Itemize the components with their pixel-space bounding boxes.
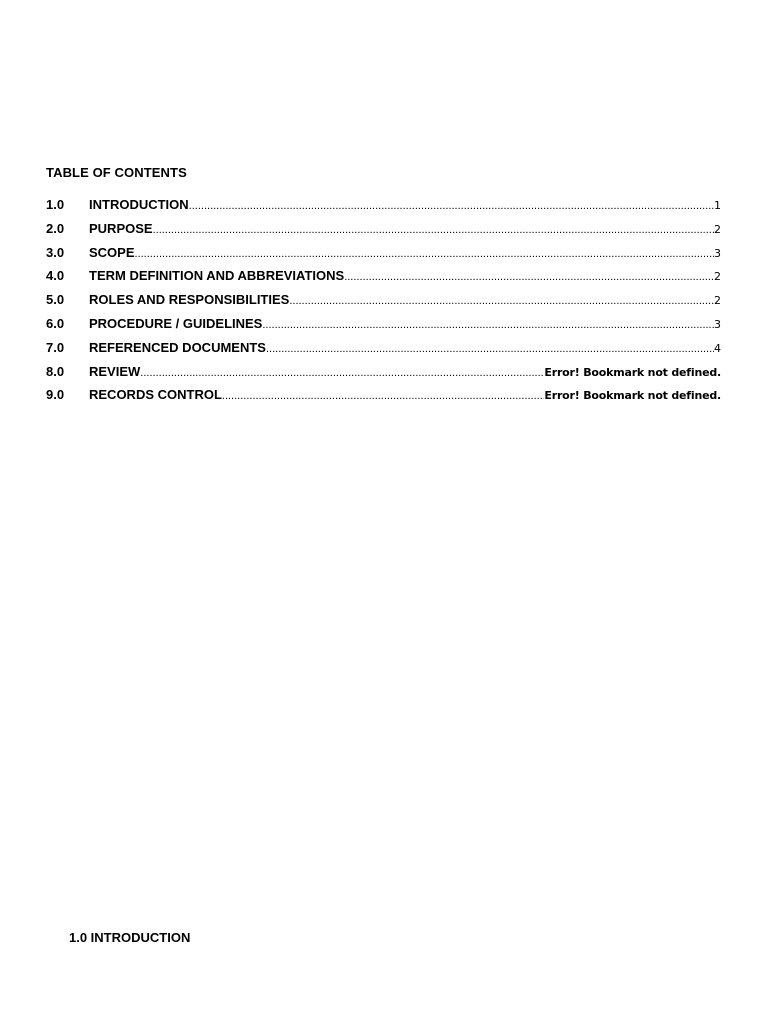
toc-entry-number: 4.0	[46, 268, 65, 284]
toc-entry-number: 8.0	[46, 363, 65, 379]
toc-entry-page-error: Error! Bookmark not defined.	[544, 389, 721, 403]
toc-entry-scope[interactable]	[46, 245, 721, 269]
toc-dot-leader	[189, 200, 714, 212]
toc-entry-number: 2.0	[46, 220, 65, 236]
toc-dot-leader	[135, 248, 714, 260]
toc-entry-title: INTRODUCTION	[89, 197, 189, 212]
toc-entry-number: 3.0	[46, 244, 65, 260]
toc-entry-title: TERM DEFINITION AND ABBREVIATIONS	[89, 268, 345, 284]
toc-entry-title: REVIEW	[89, 363, 141, 379]
toc-entry-number: 1.0	[46, 197, 65, 212]
toc-entry-purpose[interactable]	[46, 221, 721, 245]
toc-entry-number: 5.0	[46, 292, 65, 308]
toc-list	[46, 197, 721, 411]
toc-entry-referenced-documents[interactable]	[46, 340, 721, 364]
toc-dot-leader	[266, 343, 714, 355]
toc-entry-records-control[interactable]	[46, 387, 721, 411]
toc-dot-leader	[140, 367, 544, 379]
toc-entry-title: REFERENCED DOCUMENTS	[89, 339, 266, 355]
toc-entry-title: PURPOSE	[89, 220, 153, 236]
toc-dot-leader	[344, 271, 714, 283]
toc-entry-page: 3	[714, 317, 721, 331]
toc-dot-leader	[222, 390, 545, 402]
toc-entry-procedure[interactable]	[46, 316, 721, 340]
toc-dot-leader	[153, 224, 714, 236]
toc-entry-term-definition[interactable]	[46, 268, 721, 292]
toc-entry-page: 3	[714, 246, 721, 260]
toc-entry-title: ROLES AND RESPONSIBILITIES	[89, 292, 290, 308]
toc-entry-page: 4	[714, 341, 721, 355]
toc-entry-title: RECORDS CONTROL	[89, 387, 222, 403]
toc-entry-page-error: Error! Bookmark not defined.	[544, 365, 721, 379]
toc-entry-number: 9.0	[46, 387, 65, 403]
toc-entry-page: 2	[714, 222, 721, 236]
toc-entry-title: PROCEDURE / GUIDELINES	[89, 315, 263, 331]
toc-dot-leader	[289, 295, 714, 307]
toc-entry-review[interactable]	[46, 364, 721, 388]
toc-entry-number: 6.0	[46, 315, 65, 331]
toc-entry-introduction[interactable]	[46, 197, 721, 221]
toc-entry-title: SCOPE	[89, 244, 135, 260]
toc-entry-page: 2	[714, 294, 721, 308]
toc-entry-number: 7.0	[46, 339, 65, 355]
toc-heading: TABLE OF CONTENTS	[46, 165, 187, 180]
section-heading-introduction: 1.0 INTRODUCTION	[69, 930, 191, 945]
toc-dot-leader	[262, 319, 714, 331]
toc-entry-page: 1	[714, 199, 721, 212]
toc-entry-roles[interactable]	[46, 292, 721, 316]
toc-entry-page: 2	[714, 270, 721, 284]
